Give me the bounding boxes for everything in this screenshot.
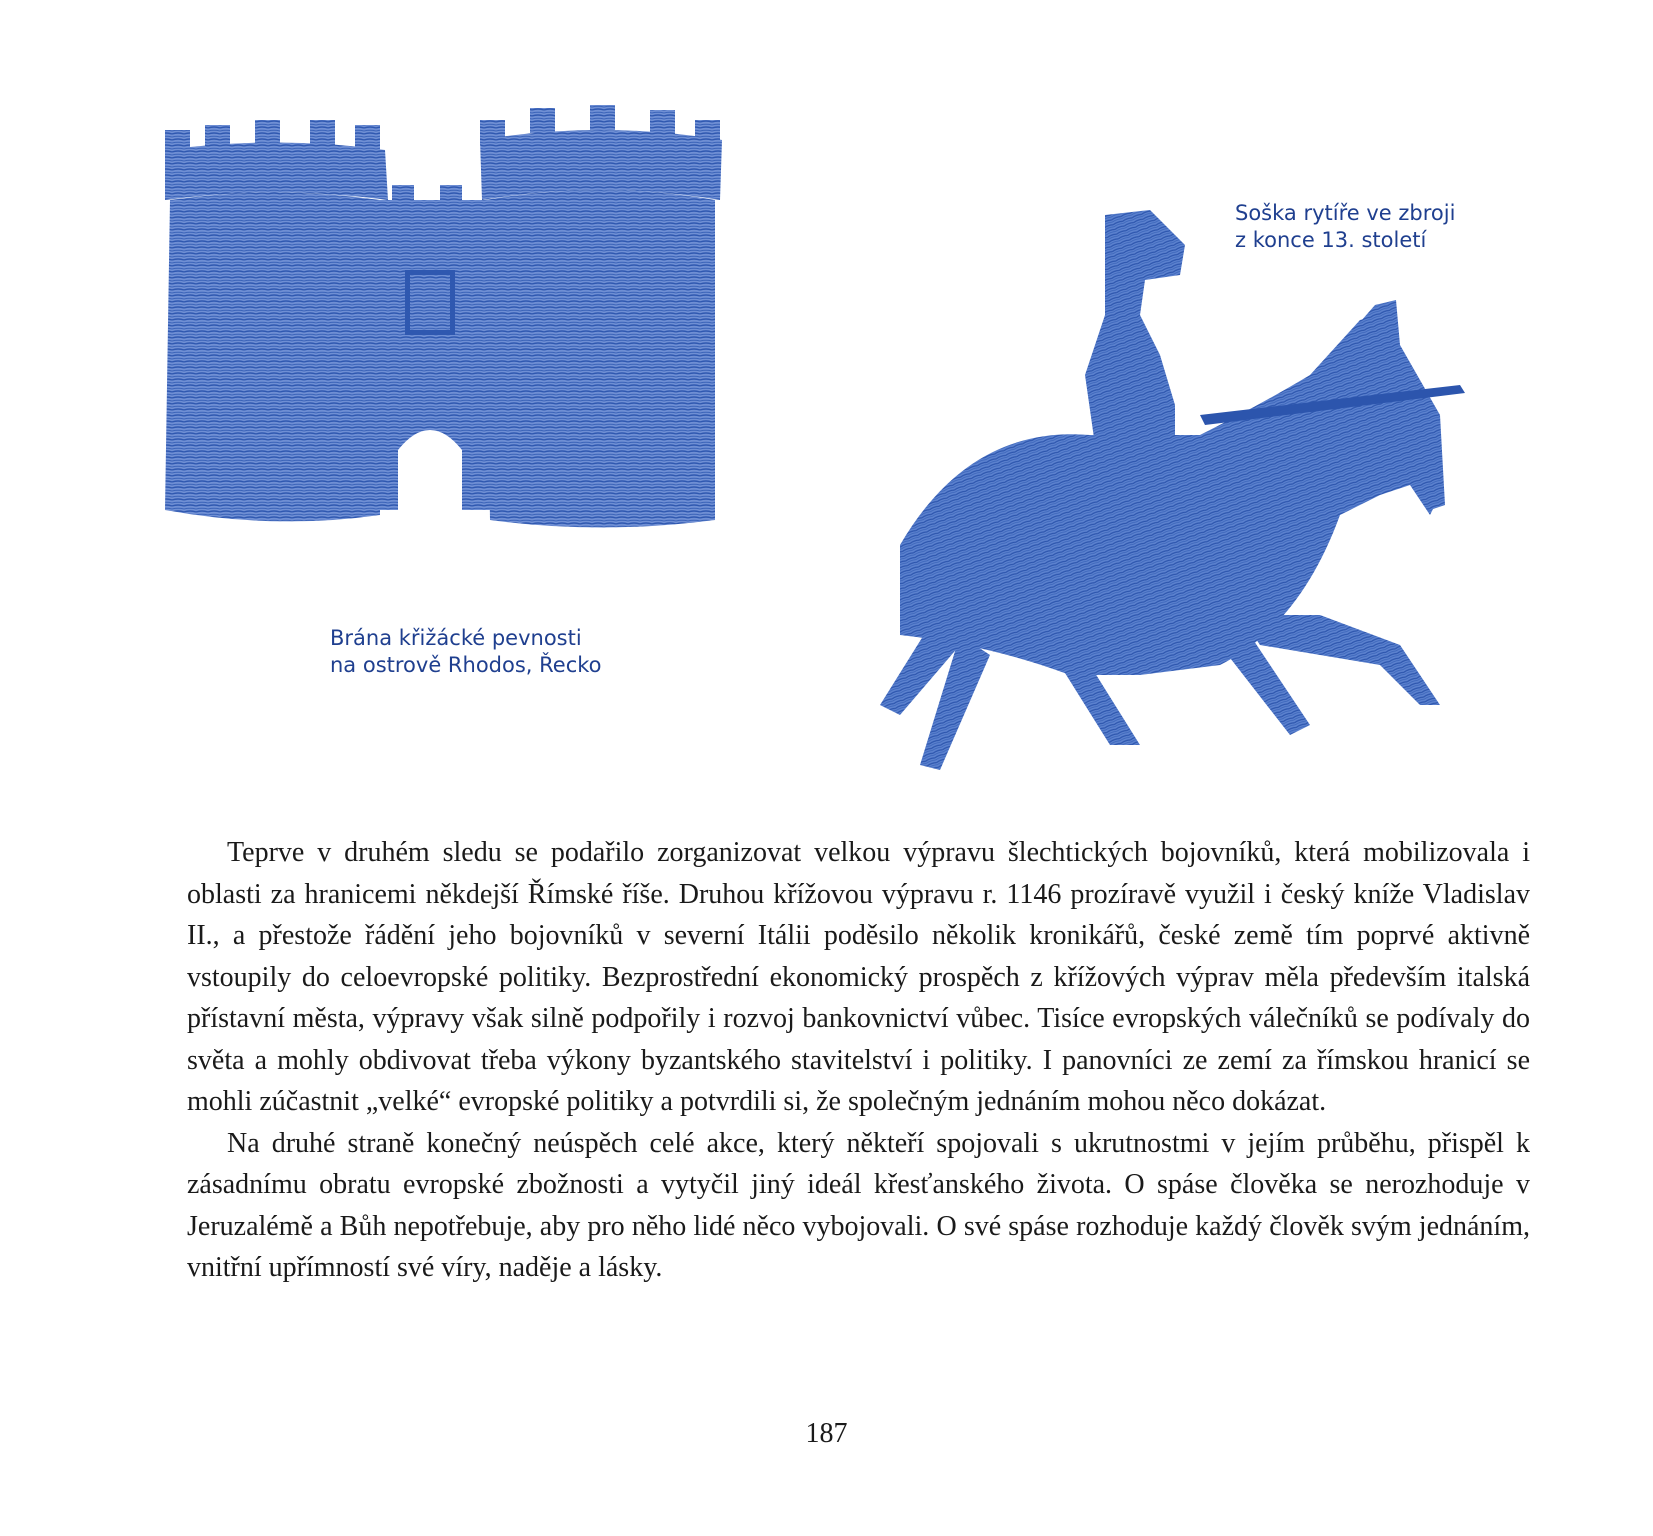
- body-text: [187, 832, 1530, 1289]
- paragraph-1: Teprve v druhém sledu se podařilo zorganizovat velkou výpravu šlechtických bojovníků, která mobilizovala i oblasti za hranicemi někdejší Římské říše. Druhou křížovou výpravu r. 1146 prozíravě využil i český kníže Vladislav II., a přestože řádění jeho bojovníků v severní Itálii poděsilo několik kronikářů, české země tím poprvé aktivně vstoupily do celoevropské politiky. Bezprostřední ekonomický prospěch z křížových výprav měla především italská přístavní města, výpravy však silně podpořily i rozvoj bankovnictví vůbec. Tisíce evropských válečníků se podívaly do světa a mohly obdivovat třeba výkony byzantského stavitelství i politiky. I panovníci ze zemí za římskou hranicí se mohli zúčastnit „velké“ evropské politiky a potvrdili si, že společným jednáním mohou něco dokázat.: [187, 837, 1530, 1117]
- mounted-knight-illustration: [840, 205, 1540, 805]
- fortress-gate-illustration: [160, 90, 730, 560]
- knight-figure-caption: Soška rytíře ve zbroji z konce 13. století: [1235, 201, 1456, 252]
- gate-figure-caption: Brána křižácké pevnosti na ostrově Rhodos, Řecko: [330, 626, 602, 677]
- paragraph-2: Na druhé straně konečný neúspěch celé akce, který někteří spojovali s ukrutnostmi v jejím průběhu, přispěl k zásadnímu obratu evropské zbožnosti a vytyčil jiný ideál křesťanského života. O spáse člověka se nerozhoduje v Jeruzalémě a Bůh nepotřebuje, aby pro něho lidé něco vybojovali. O své spáse rozhoduje každý člověk svým jednáním, vnitřní upřímností své víry, naděje a lásky.: [187, 1127, 1530, 1283]
- page-number: 187: [805, 1418, 848, 1449]
